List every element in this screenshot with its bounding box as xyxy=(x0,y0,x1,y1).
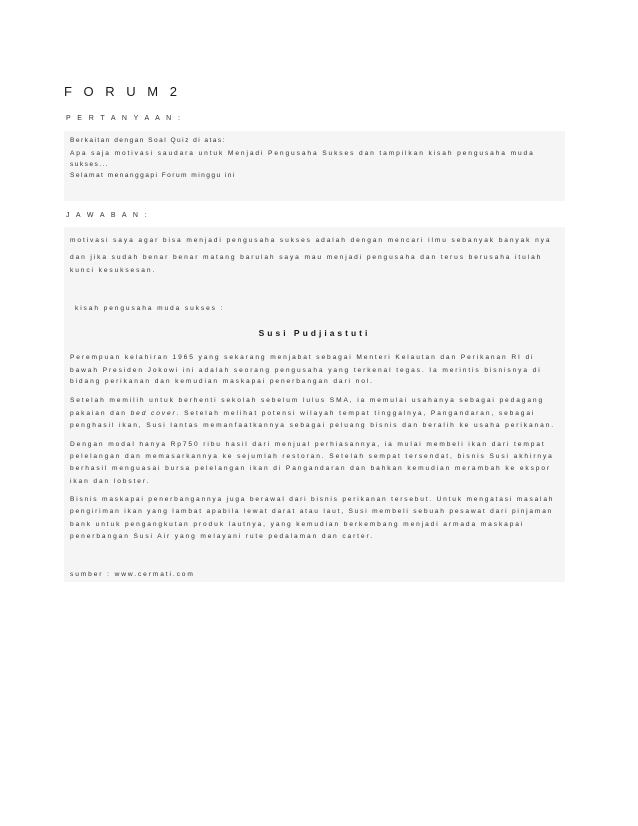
paragraph-line: Dengan modal hanya Rp750 ribu hasil dari menjual perhiasannya, ia mulai membeli ikan dari tempat xyxy=(70,441,546,448)
question-line: Apa saja motivasi saudara untuk Menjadi Pengusaha Sukses dan tampilkan kisah pengusaha muda xyxy=(70,150,535,157)
paragraph-line xyxy=(70,410,535,417)
paragraph-line: berhasil menguasai bursa pelelangan ikan di Pangandaran dan bahkan kemudian merambah ke ekspor xyxy=(70,465,552,472)
question-line: Berkaitan dengan Soal Quiz di atas: xyxy=(70,137,226,144)
question-line: sukses... xyxy=(70,161,110,168)
story-intro: kisah pengusaha muda sukses : xyxy=(75,305,225,312)
text-span: pakaian dan xyxy=(70,410,131,417)
text-span: . Setelah melihat potensi wilayah tempat tinggalnya, Pangandaran, sebagai xyxy=(176,410,536,417)
paragraph-line: bank untuk pengangkutan produk lautnya, yang kemudian berkembang menjadi armada maskapai xyxy=(70,521,525,528)
question-box xyxy=(64,131,565,201)
answer-label: J A W A B A N : xyxy=(66,212,150,219)
paragraph-line: Perempuan kelahiran 1965 yang sekarang menjabat sebagai Menteri Kelautan dan Perikanan RI di xyxy=(70,354,535,361)
story-box xyxy=(64,285,565,582)
italic-term: bed cover xyxy=(130,410,177,417)
paragraph-line: bidang perikanan dan kemudian maskapai penerbangan dari nol. xyxy=(70,378,374,385)
question-line: Selamat menanggapi Forum minggu ini xyxy=(70,172,236,179)
answer-box xyxy=(64,227,565,285)
forum-title: F O R U M 2 xyxy=(64,84,181,99)
paragraph-line: Setelah memilih untuk berhenti sekolah sebelum lulus SMA, ia memulai usahanya sebagai pedagang xyxy=(70,397,545,404)
paragraph-line: Bisnis maskapai penerbangannya juga berawal dari bisnis perikanan tersebut. Untuk mengatasi masalah xyxy=(70,496,555,503)
paragraph-line: pelelangan dan memasarkannya ke sejumlah restoran. Setelah sempat tersendat, bisnis Susi akhirnya xyxy=(70,453,554,460)
source-line: sumber : www.cermati.com xyxy=(70,571,195,578)
paragraph-line: pengiriman ikan yang lambat apabila lewat darat atau laut, Susi membeli sebuah pesawat dari pinjaman xyxy=(70,508,554,515)
paragraph-line: bawah Presiden Jokowi ini adalah seorang pengusaha yang terkenal tegas. Ia merintis bisnisnya di xyxy=(70,367,542,374)
answer-line: kunci kesuksesan. xyxy=(70,267,157,274)
question-label: P E R T A N Y A A N : xyxy=(66,115,183,122)
paragraph-line: ikan dan lobster. xyxy=(70,478,151,485)
paragraph-line: penghasil ikan, Susi lantas memanfaatkannya sebagai peluang bisnis dan beralih ke usaha perikanan. xyxy=(70,422,555,429)
answer-line: dan jika sudah benar benar matang barulah saya mau menjadi pengusaha dan terus berusaha itulah xyxy=(70,254,543,261)
answer-line: motivasi saya agar bisa menjadi pengusaha sukses adalah dengan mencari ilmu sebanyak banyak nya xyxy=(70,237,552,244)
story-person-name: Susi Pudjiastuti xyxy=(258,328,371,338)
paragraph-line: penerbangan Susi Air yang melayani rute pedalaman dan carter. xyxy=(70,533,374,540)
